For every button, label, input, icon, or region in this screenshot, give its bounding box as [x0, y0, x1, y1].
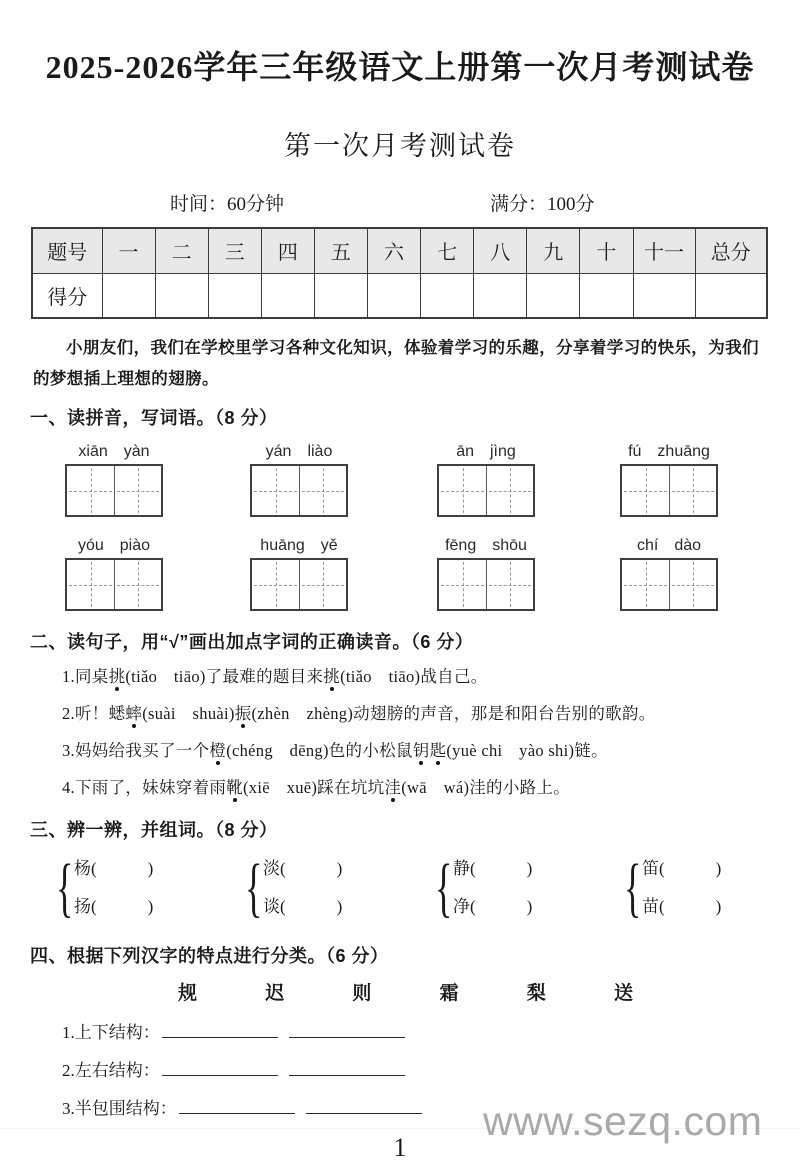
section4-heading: 四、根据下列汉字的特点进行分类。（6 分）	[30, 946, 389, 967]
text-segment: (tiǎo tiāo)了最难的题目来	[125, 667, 324, 687]
answer-blank	[162, 1061, 278, 1076]
page-number: 1	[393, 1133, 407, 1163]
writing-box	[65, 558, 163, 611]
writing-box	[620, 464, 718, 517]
classify-char: 送	[613, 983, 633, 1005]
text-segment: (zhèn zhèng)动翅膀的声音，那是和阳台告别的歌韵。	[251, 704, 656, 724]
pair-word-top: 静( )	[453, 859, 533, 879]
dotted-char: 洼	[384, 778, 402, 798]
classify-char: 则	[352, 983, 372, 1005]
pair-word-top: 杨( )	[74, 859, 154, 879]
text-segment: (yuè chi yào shi)链。	[446, 741, 608, 761]
answer-blank	[179, 1099, 295, 1114]
score-cell	[474, 273, 527, 318]
writing-cell	[252, 466, 299, 515]
section3-heading: 三、辨一辨，并组词。（8 分）	[30, 820, 278, 841]
text-segment: (wā wá)洼的小路上。	[401, 778, 571, 798]
pinyin-label: ān jìng	[456, 443, 516, 461]
writing-cell	[252, 560, 299, 609]
sentence-item	[62, 695, 800, 732]
table-header-cell: 题号	[32, 228, 102, 273]
category-line	[62, 1018, 800, 1043]
classify-char: 迟	[265, 983, 285, 1005]
writing-cell	[439, 560, 486, 609]
dotted-char: 蟀	[125, 704, 143, 724]
table-header-cell: 十一	[633, 228, 695, 273]
score-table	[31, 227, 768, 319]
pinyin-group	[250, 532, 348, 611]
writing-box	[65, 464, 163, 517]
pinyin-label: yán liào	[265, 443, 333, 461]
dotted-char: 靴	[226, 778, 243, 798]
pinyin-group	[620, 532, 718, 611]
word-pair	[56, 850, 153, 926]
dotted-char: 匙	[429, 741, 447, 761]
answer-blank	[289, 1023, 405, 1038]
word-pair	[435, 850, 532, 926]
score-cell	[208, 273, 261, 318]
text-segment: (suài shuài)	[142, 704, 235, 724]
score-cell	[695, 273, 767, 318]
pinyin-group	[437, 532, 535, 611]
pinyin-group	[437, 438, 535, 517]
word-pair	[624, 850, 721, 926]
category-label: 2.左右结构：	[62, 1061, 160, 1081]
table-header-cell: 四	[261, 228, 314, 273]
category-line	[62, 1056, 800, 1081]
classify-char: 梨	[526, 983, 546, 1005]
word-pairs-row	[0, 848, 800, 932]
table-header-cell: 六	[367, 228, 420, 273]
text-segment: 3.妈妈给我买了一个	[62, 741, 210, 761]
intro-paragraph: 小朋友们，我们在学校里学习各种文化知识，体验着学习的乐趣，分享着学习的快乐，为我们的梦想插上理想的翅膀。	[33, 338, 759, 389]
pair-word-bottom: 净( )	[453, 897, 533, 917]
page-title: 2025-2026学年三年级语文上册第一次月考测试卷	[45, 49, 755, 85]
test-paper-page	[0, 42, 800, 1173]
writing-cell	[67, 560, 114, 609]
section2-items	[62, 658, 800, 806]
writing-cell	[299, 560, 346, 609]
pinyin-row-2	[0, 532, 800, 618]
table-header-cell: 三	[208, 228, 261, 273]
text-segment: 1.同桌	[62, 667, 109, 687]
text-segment: 4.下雨了，妹妹穿着雨	[62, 778, 227, 798]
classify-char: 霜	[439, 983, 459, 1005]
table-header-cell: 二	[155, 228, 208, 273]
score-cell	[580, 273, 633, 318]
score-cell	[367, 273, 420, 318]
text-segment: (tiǎo tiāo)战自己。	[340, 667, 488, 687]
answer-blank	[289, 1061, 405, 1076]
brace-glyph	[245, 851, 255, 925]
score-cell	[421, 273, 474, 318]
text-segment: (chéng dēng)色的小松鼠	[226, 741, 413, 761]
word-pair	[245, 850, 342, 926]
pair-word-bottom: 扬( )	[74, 897, 154, 917]
score-cell	[102, 273, 155, 318]
table-header-cell: 九	[527, 228, 580, 273]
table-header-cell: 一	[102, 228, 155, 273]
classify-char: 规	[178, 983, 198, 1005]
sentence-item	[62, 769, 800, 806]
brace-glyph	[56, 851, 66, 925]
pinyin-group	[65, 532, 163, 611]
writing-box	[250, 558, 348, 611]
pair-word-bottom: 谈( )	[263, 897, 343, 917]
table-header-cell: 十	[580, 228, 633, 273]
writing-box	[437, 558, 535, 611]
pinyin-group	[250, 438, 348, 517]
writing-box	[620, 558, 718, 611]
writing-cell	[622, 466, 669, 515]
dotted-char: 钥	[412, 741, 430, 761]
category-label: 3.半包围结构：	[62, 1099, 177, 1119]
table-header-cell: 七	[421, 228, 474, 273]
pinyin-group	[65, 438, 163, 517]
score-cell	[633, 273, 695, 318]
writing-cell	[67, 466, 114, 515]
brace-glyph	[435, 851, 445, 925]
pinyin-label: chí dào	[636, 537, 702, 555]
pair-word-bottom: 苗( )	[642, 897, 722, 917]
page-subtitle: 第一次月考测试卷	[284, 131, 516, 161]
score-cell	[261, 273, 314, 318]
pinyin-group	[620, 438, 718, 517]
category-label: 1.上下结构：	[62, 1023, 160, 1043]
writing-cell	[114, 466, 161, 515]
answer-blank	[306, 1099, 422, 1114]
pinyin-row-1	[0, 438, 800, 524]
table-header-cell: 五	[314, 228, 367, 273]
sentence-item	[62, 732, 800, 769]
dotted-char: 橙	[209, 741, 227, 761]
writing-cell	[622, 560, 669, 609]
section1-heading: 一、读拼音，写词语。（8 分）	[30, 408, 278, 429]
pinyin-label: fēng shōu	[445, 537, 527, 555]
pinyin-label: yóu piào	[77, 537, 151, 555]
writing-cell	[114, 560, 161, 609]
text-segment: (xiē xuē)踩在坑坑	[243, 778, 385, 798]
full-score-label: 满分：100分	[490, 194, 595, 215]
writing-cell	[486, 466, 533, 515]
writing-box	[250, 464, 348, 517]
score-cell	[155, 273, 208, 318]
text-segment: 2.听！蟋	[62, 704, 126, 724]
writing-cell	[669, 560, 716, 609]
writing-cell	[486, 560, 533, 609]
character-list	[178, 978, 633, 1005]
writing-cell	[299, 466, 346, 515]
dotted-char: 振	[234, 704, 252, 724]
writing-cell	[669, 466, 716, 515]
pinyin-label: xiān yàn	[78, 443, 150, 461]
pinyin-label: fú zhuāng	[628, 443, 710, 461]
section2-heading: 二、读句子，用“√”画出加点字词的正确读音。（6 分）	[30, 632, 474, 653]
dotted-char: 挑	[323, 667, 341, 687]
exam-info-row	[0, 189, 800, 227]
writing-cell	[439, 466, 486, 515]
score-cell	[527, 273, 580, 318]
writing-box	[437, 464, 535, 517]
table-header-cell: 八	[474, 228, 527, 273]
score-table-header-row	[32, 228, 767, 273]
score-row-label: 得分	[32, 273, 102, 318]
table-header-cell: 总分	[695, 228, 767, 273]
pair-word-top: 淡( )	[263, 859, 343, 879]
pinyin-label: huāng yě	[260, 537, 338, 555]
answer-blank	[162, 1023, 278, 1038]
score-cell	[314, 273, 367, 318]
sentence-item	[62, 658, 800, 695]
pair-word-top: 笛( )	[642, 859, 722, 879]
score-row	[32, 273, 767, 318]
brace-glyph	[624, 851, 634, 925]
watermark-text: www.sezq.com	[483, 1098, 763, 1144]
dotted-char: 挑	[108, 667, 126, 687]
time-limit-label: 时间：60分钟	[170, 194, 285, 215]
